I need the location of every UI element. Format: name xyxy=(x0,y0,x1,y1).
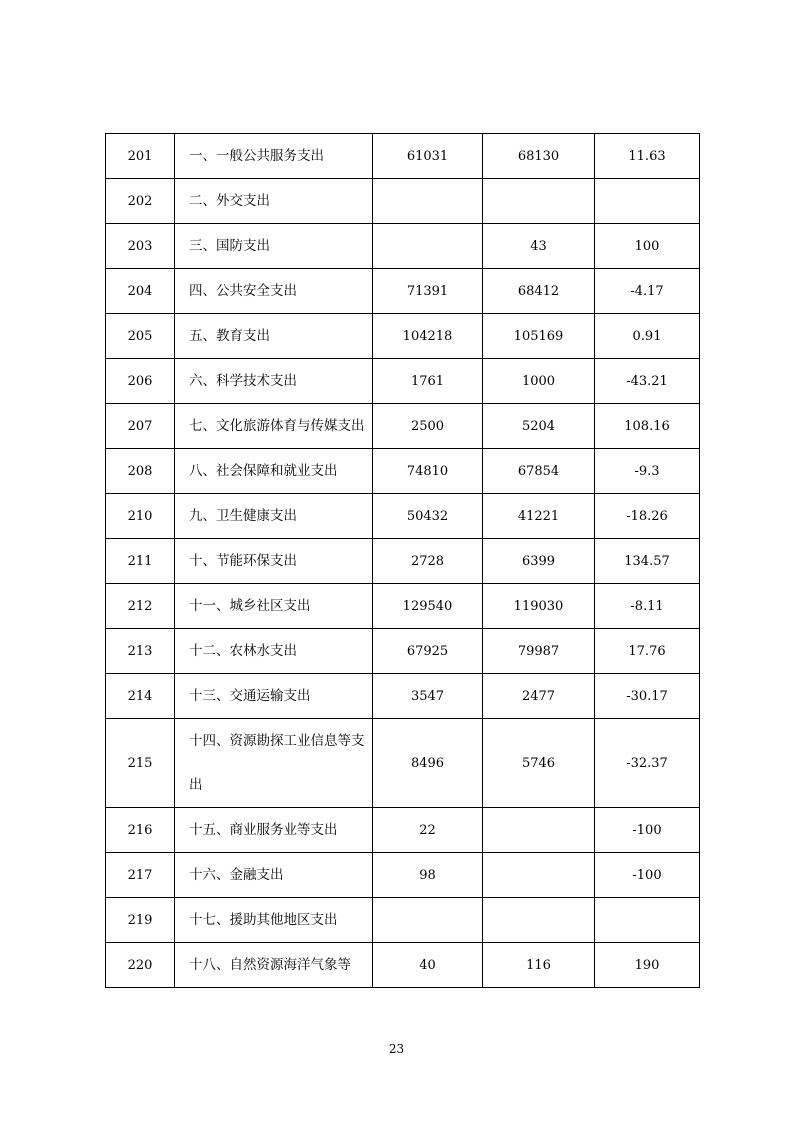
row-percent: -100 xyxy=(595,808,700,853)
row-value-2: 2477 xyxy=(483,674,595,719)
row-percent: 134.57 xyxy=(595,539,700,584)
row-name: 八、社会保障和就业支出 xyxy=(175,449,373,494)
row-code: 216 xyxy=(106,808,175,853)
row-value-1: 1761 xyxy=(373,359,483,404)
row-code: 215 xyxy=(106,719,175,808)
row-value-1 xyxy=(373,898,483,943)
row-code: 210 xyxy=(106,494,175,539)
row-value-2 xyxy=(483,898,595,943)
row-code: 212 xyxy=(106,584,175,629)
row-value-2: 119030 xyxy=(483,584,595,629)
row-value-1: 2500 xyxy=(373,404,483,449)
row-name: 十五、商业服务业等支出 xyxy=(175,808,373,853)
row-value-1: 67925 xyxy=(373,629,483,674)
table-row xyxy=(106,719,700,808)
row-percent: -4.17 xyxy=(595,269,700,314)
row-name: 十七、援助其他地区支出 xyxy=(175,898,373,943)
row-percent: -100 xyxy=(595,853,700,898)
row-code: 211 xyxy=(106,539,175,584)
table-row xyxy=(106,359,700,404)
row-name: 十六、金融支出 xyxy=(175,853,373,898)
row-value-2: 5746 xyxy=(483,719,595,808)
table-row xyxy=(106,314,700,359)
row-code: 214 xyxy=(106,674,175,719)
row-percent: -9.3 xyxy=(595,449,700,494)
row-name: 二、外交支出 xyxy=(175,179,373,224)
row-code: 203 xyxy=(106,224,175,269)
table-row xyxy=(106,943,700,988)
row-percent: 17.76 xyxy=(595,629,700,674)
row-value-2 xyxy=(483,808,595,853)
row-value-2: 1000 xyxy=(483,359,595,404)
row-percent: 100 xyxy=(595,224,700,269)
row-value-1: 22 xyxy=(373,808,483,853)
row-name: 九、卫生健康支出 xyxy=(175,494,373,539)
table-row xyxy=(106,584,700,629)
row-percent: 108.16 xyxy=(595,404,700,449)
row-percent: -8.11 xyxy=(595,584,700,629)
table-row xyxy=(106,674,700,719)
table-row xyxy=(106,629,700,674)
row-value-1: 74810 xyxy=(373,449,483,494)
row-value-2: 68130 xyxy=(483,134,595,179)
row-name: 十三、交通运输支出 xyxy=(175,674,373,719)
row-value-1: 8496 xyxy=(373,719,483,808)
row-name: 六、科学技术支出 xyxy=(175,359,373,404)
row-value-1: 3547 xyxy=(373,674,483,719)
row-value-1 xyxy=(373,224,483,269)
row-value-1: 104218 xyxy=(373,314,483,359)
row-name: 十八、自然资源海洋气象等 xyxy=(175,943,373,988)
row-percent: -32.37 xyxy=(595,719,700,808)
row-code: 204 xyxy=(106,269,175,314)
table-row xyxy=(106,449,700,494)
table-row xyxy=(106,539,700,584)
row-code: 205 xyxy=(106,314,175,359)
row-code: 206 xyxy=(106,359,175,404)
row-percent: 11.63 xyxy=(595,134,700,179)
row-name: 一、一般公共服务支出 xyxy=(175,134,373,179)
table-row xyxy=(106,224,700,269)
row-code: 219 xyxy=(106,898,175,943)
expenditure-table xyxy=(105,133,700,988)
row-value-1: 2728 xyxy=(373,539,483,584)
row-value-1: 40 xyxy=(373,943,483,988)
row-value-1: 61031 xyxy=(373,134,483,179)
row-name: 七、文化旅游体育与传媒支出 xyxy=(175,404,373,449)
row-name: 五、教育支出 xyxy=(175,314,373,359)
row-percent: -30.17 xyxy=(595,674,700,719)
row-value-2 xyxy=(483,179,595,224)
row-code: 202 xyxy=(106,179,175,224)
row-value-2: 43 xyxy=(483,224,595,269)
row-code: 208 xyxy=(106,449,175,494)
row-name: 三、国防支出 xyxy=(175,224,373,269)
row-percent: 190 xyxy=(595,943,700,988)
row-code: 220 xyxy=(106,943,175,988)
row-name: 十一、城乡社区支出 xyxy=(175,584,373,629)
row-value-2: 79987 xyxy=(483,629,595,674)
row-value-1: 98 xyxy=(373,853,483,898)
page-number: 23 xyxy=(388,1042,405,1056)
row-value-2: 105169 xyxy=(483,314,595,359)
table-row xyxy=(106,898,700,943)
row-value-1 xyxy=(373,179,483,224)
row-value-1: 50432 xyxy=(373,494,483,539)
row-value-2: 41221 xyxy=(483,494,595,539)
row-value-1: 129540 xyxy=(373,584,483,629)
table-row xyxy=(106,134,700,179)
row-code: 201 xyxy=(106,134,175,179)
row-value-2: 5204 xyxy=(483,404,595,449)
row-code: 213 xyxy=(106,629,175,674)
table-row xyxy=(106,269,700,314)
table-row xyxy=(106,853,700,898)
row-percent: -43.21 xyxy=(595,359,700,404)
table-row xyxy=(106,494,700,539)
row-value-2: 67854 xyxy=(483,449,595,494)
table-row xyxy=(106,404,700,449)
row-percent xyxy=(595,179,700,224)
row-value-2: 6399 xyxy=(483,539,595,584)
row-name: 十、节能环保支出 xyxy=(175,539,373,584)
row-name: 四、公共安全支出 xyxy=(175,269,373,314)
row-value-1: 71391 xyxy=(373,269,483,314)
row-code: 207 xyxy=(106,404,175,449)
row-value-2 xyxy=(483,853,595,898)
table-row xyxy=(106,808,700,853)
row-percent: -18.26 xyxy=(595,494,700,539)
row-value-2: 68412 xyxy=(483,269,595,314)
row-value-2: 116 xyxy=(483,943,595,988)
row-percent: 0.91 xyxy=(595,314,700,359)
row-percent xyxy=(595,898,700,943)
row-name: 十二、农林水支出 xyxy=(175,629,373,674)
table-row xyxy=(106,179,700,224)
row-name: 十四、资源勘探工业信息等支出 xyxy=(175,719,373,808)
row-code: 217 xyxy=(106,853,175,898)
